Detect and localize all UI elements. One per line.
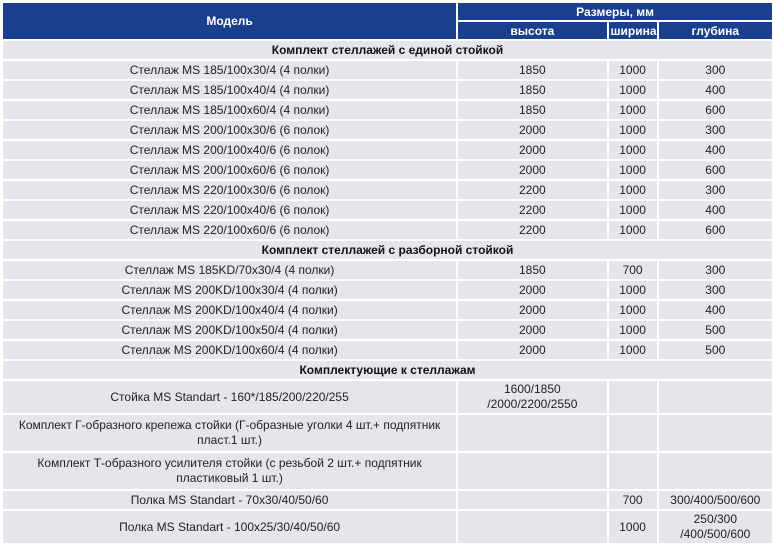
cell-height: [458, 511, 606, 543]
cell-depth: [659, 415, 772, 451]
cell-height: 2000: [458, 281, 606, 299]
cell-model: Стеллаж MS 220/100x30/6 (6 полок): [3, 181, 456, 199]
height-line-2: /2000/2200/2550: [487, 397, 578, 411]
cell-depth: 500: [659, 321, 772, 339]
cell-model: Полка MS Standart - 100x25/30/40/50/60: [3, 511, 456, 543]
cell-depth: 300: [659, 281, 772, 299]
cell-model: Стеллаж MS 200KD/100x40/4 (4 полки): [3, 301, 456, 319]
cell-model: Стеллаж MS 200/100x30/6 (6 полок): [3, 121, 456, 139]
table-row: [3, 321, 772, 339]
table-row: [3, 453, 772, 489]
table-row: [3, 511, 772, 543]
cell-depth: 300: [659, 261, 772, 279]
cell-height: 2000: [458, 341, 606, 359]
cell-height: 1850: [458, 261, 606, 279]
cell-depth: 500: [659, 341, 772, 359]
cell-height: 2000: [458, 121, 606, 139]
cell-width: 1000: [609, 511, 657, 543]
section-title: Комплект стеллажей с разборной стойкой: [3, 241, 772, 259]
cell-depth: [659, 381, 772, 413]
cell-width: [609, 453, 657, 489]
cell-width: 1000: [609, 141, 657, 159]
cell-depth: 400: [659, 301, 772, 319]
cell-height: 1850: [458, 101, 606, 119]
table-row: [3, 161, 772, 179]
table-row: [3, 341, 772, 359]
header-width: ширина: [610, 23, 657, 38]
cell-width: 1000: [609, 61, 657, 79]
table-row: [3, 141, 772, 159]
cell-height: 1850: [458, 81, 606, 99]
cell-width: 700: [609, 491, 657, 509]
model-line-2: пластиковый 1 шт.): [176, 471, 283, 485]
table-row: [3, 381, 772, 413]
cell-width: 1000: [609, 121, 657, 139]
spec-table: [1, 1, 773, 545]
cell-height: 2200: [458, 221, 606, 239]
cell-height: [458, 381, 606, 413]
cell-width: 700: [609, 261, 657, 279]
cell-model: Стойка MS Standart - 160*/185/200/220/255: [3, 381, 456, 413]
cell-width: 1000: [609, 321, 657, 339]
table-row: [3, 281, 772, 299]
cell-model: Стеллаж MS 200/100x40/6 (6 полок): [3, 141, 456, 159]
model-line-1: Комплект Т-образного усилителя стойки (с резьбой 2 шт.+ подпятник: [37, 456, 422, 470]
depth-line-1: 250/300: [693, 512, 738, 526]
cell-height: 2000: [458, 141, 606, 159]
cell-width: 1000: [609, 221, 657, 239]
cell-height: 1850: [458, 61, 606, 79]
cell-depth: 600: [659, 161, 772, 179]
cell-model: Стеллаж MS 200/100x60/6 (6 полок): [3, 161, 456, 179]
header-model: Модель: [3, 3, 456, 39]
cell-model: Стеллаж MS 185/100x60/4 (4 полки): [3, 101, 456, 119]
cell-model: Стеллаж MS 185/100x30/4 (4 полки): [3, 61, 456, 79]
cell-depth: 300/400/500/600: [659, 491, 772, 509]
table-row: [3, 301, 772, 319]
table-row: [3, 121, 772, 139]
cell-depth: 600: [659, 101, 772, 119]
header-depth: глубина: [659, 22, 772, 39]
cell-depth: 600: [659, 221, 772, 239]
cell-height: 2000: [458, 301, 606, 319]
cell-width: 1000: [609, 341, 657, 359]
cell-width: 1000: [609, 101, 657, 119]
cell-depth: [659, 453, 772, 489]
table-row: [3, 81, 772, 99]
cell-height: [458, 415, 606, 451]
cell-width: 1000: [609, 181, 657, 199]
cell-depth: 400: [659, 141, 772, 159]
cell-depth: 400: [659, 81, 772, 99]
cell-model: Полка MS Standart - 70x30/40/50/60: [3, 491, 456, 509]
cell-depth: 300: [659, 61, 772, 79]
cell-width: 1000: [609, 301, 657, 319]
header-height: высота: [458, 22, 606, 39]
cell-height: 2200: [458, 201, 606, 219]
cell-height: [458, 453, 606, 489]
cell-width: 1000: [609, 201, 657, 219]
cell-model: Стеллаж MS 185/100x40/4 (4 полки): [3, 81, 456, 99]
cell-model: [3, 453, 456, 489]
table-row: [3, 491, 772, 509]
cell-width: [609, 415, 657, 451]
header-sizes: Размеры, мм: [458, 3, 772, 20]
model-line-1: Комплект Г-образного крепежа стойки (Г-образные уголки 4 шт.+ подпятник: [18, 418, 441, 432]
cell-depth: [659, 511, 772, 543]
cell-model: Стеллаж MS 185KD/70x30/4 (4 полки): [3, 261, 456, 279]
cell-height: [458, 491, 606, 509]
table-row: [3, 415, 772, 451]
height-line-1: 1600/1850: [503, 382, 561, 396]
cell-height: 2000: [458, 321, 606, 339]
cell-width: 1000: [609, 281, 657, 299]
cell-depth: 300: [659, 181, 772, 199]
cell-model: Стеллаж MS 220/100x40/6 (6 полок): [3, 201, 456, 219]
cell-width: [609, 381, 657, 413]
cell-width: 1000: [609, 161, 657, 179]
cell-model: Стеллаж MS 200KD/100x50/4 (4 полки): [3, 321, 456, 339]
section-title: Комплектующие к стеллажам: [3, 361, 772, 379]
cell-height: 2000: [458, 161, 606, 179]
depth-line-2: /400/500/600: [680, 527, 751, 541]
cell-model: [3, 415, 456, 451]
table-row: [3, 61, 772, 79]
cell-model: Стеллаж MS 200KD/100x60/4 (4 полки): [3, 341, 456, 359]
section-title: Комплект стеллажей с единой стойкой: [3, 41, 772, 59]
cell-depth: 400: [659, 201, 772, 219]
cell-width: 1000: [609, 81, 657, 99]
table-row: [3, 181, 772, 199]
cell-height: 2200: [458, 181, 606, 199]
table-row: [3, 101, 772, 119]
table-row: [3, 221, 772, 239]
cell-depth: 300: [659, 121, 772, 139]
cell-model: Стеллаж MS 200KD/100x30/4 (4 полки): [3, 281, 456, 299]
table-row: [3, 261, 772, 279]
cell-model: Стеллаж MS 220/100x60/6 (6 полок): [3, 221, 456, 239]
model-line-2: пласт.1 шт.): [197, 433, 262, 447]
table-row: [3, 201, 772, 219]
